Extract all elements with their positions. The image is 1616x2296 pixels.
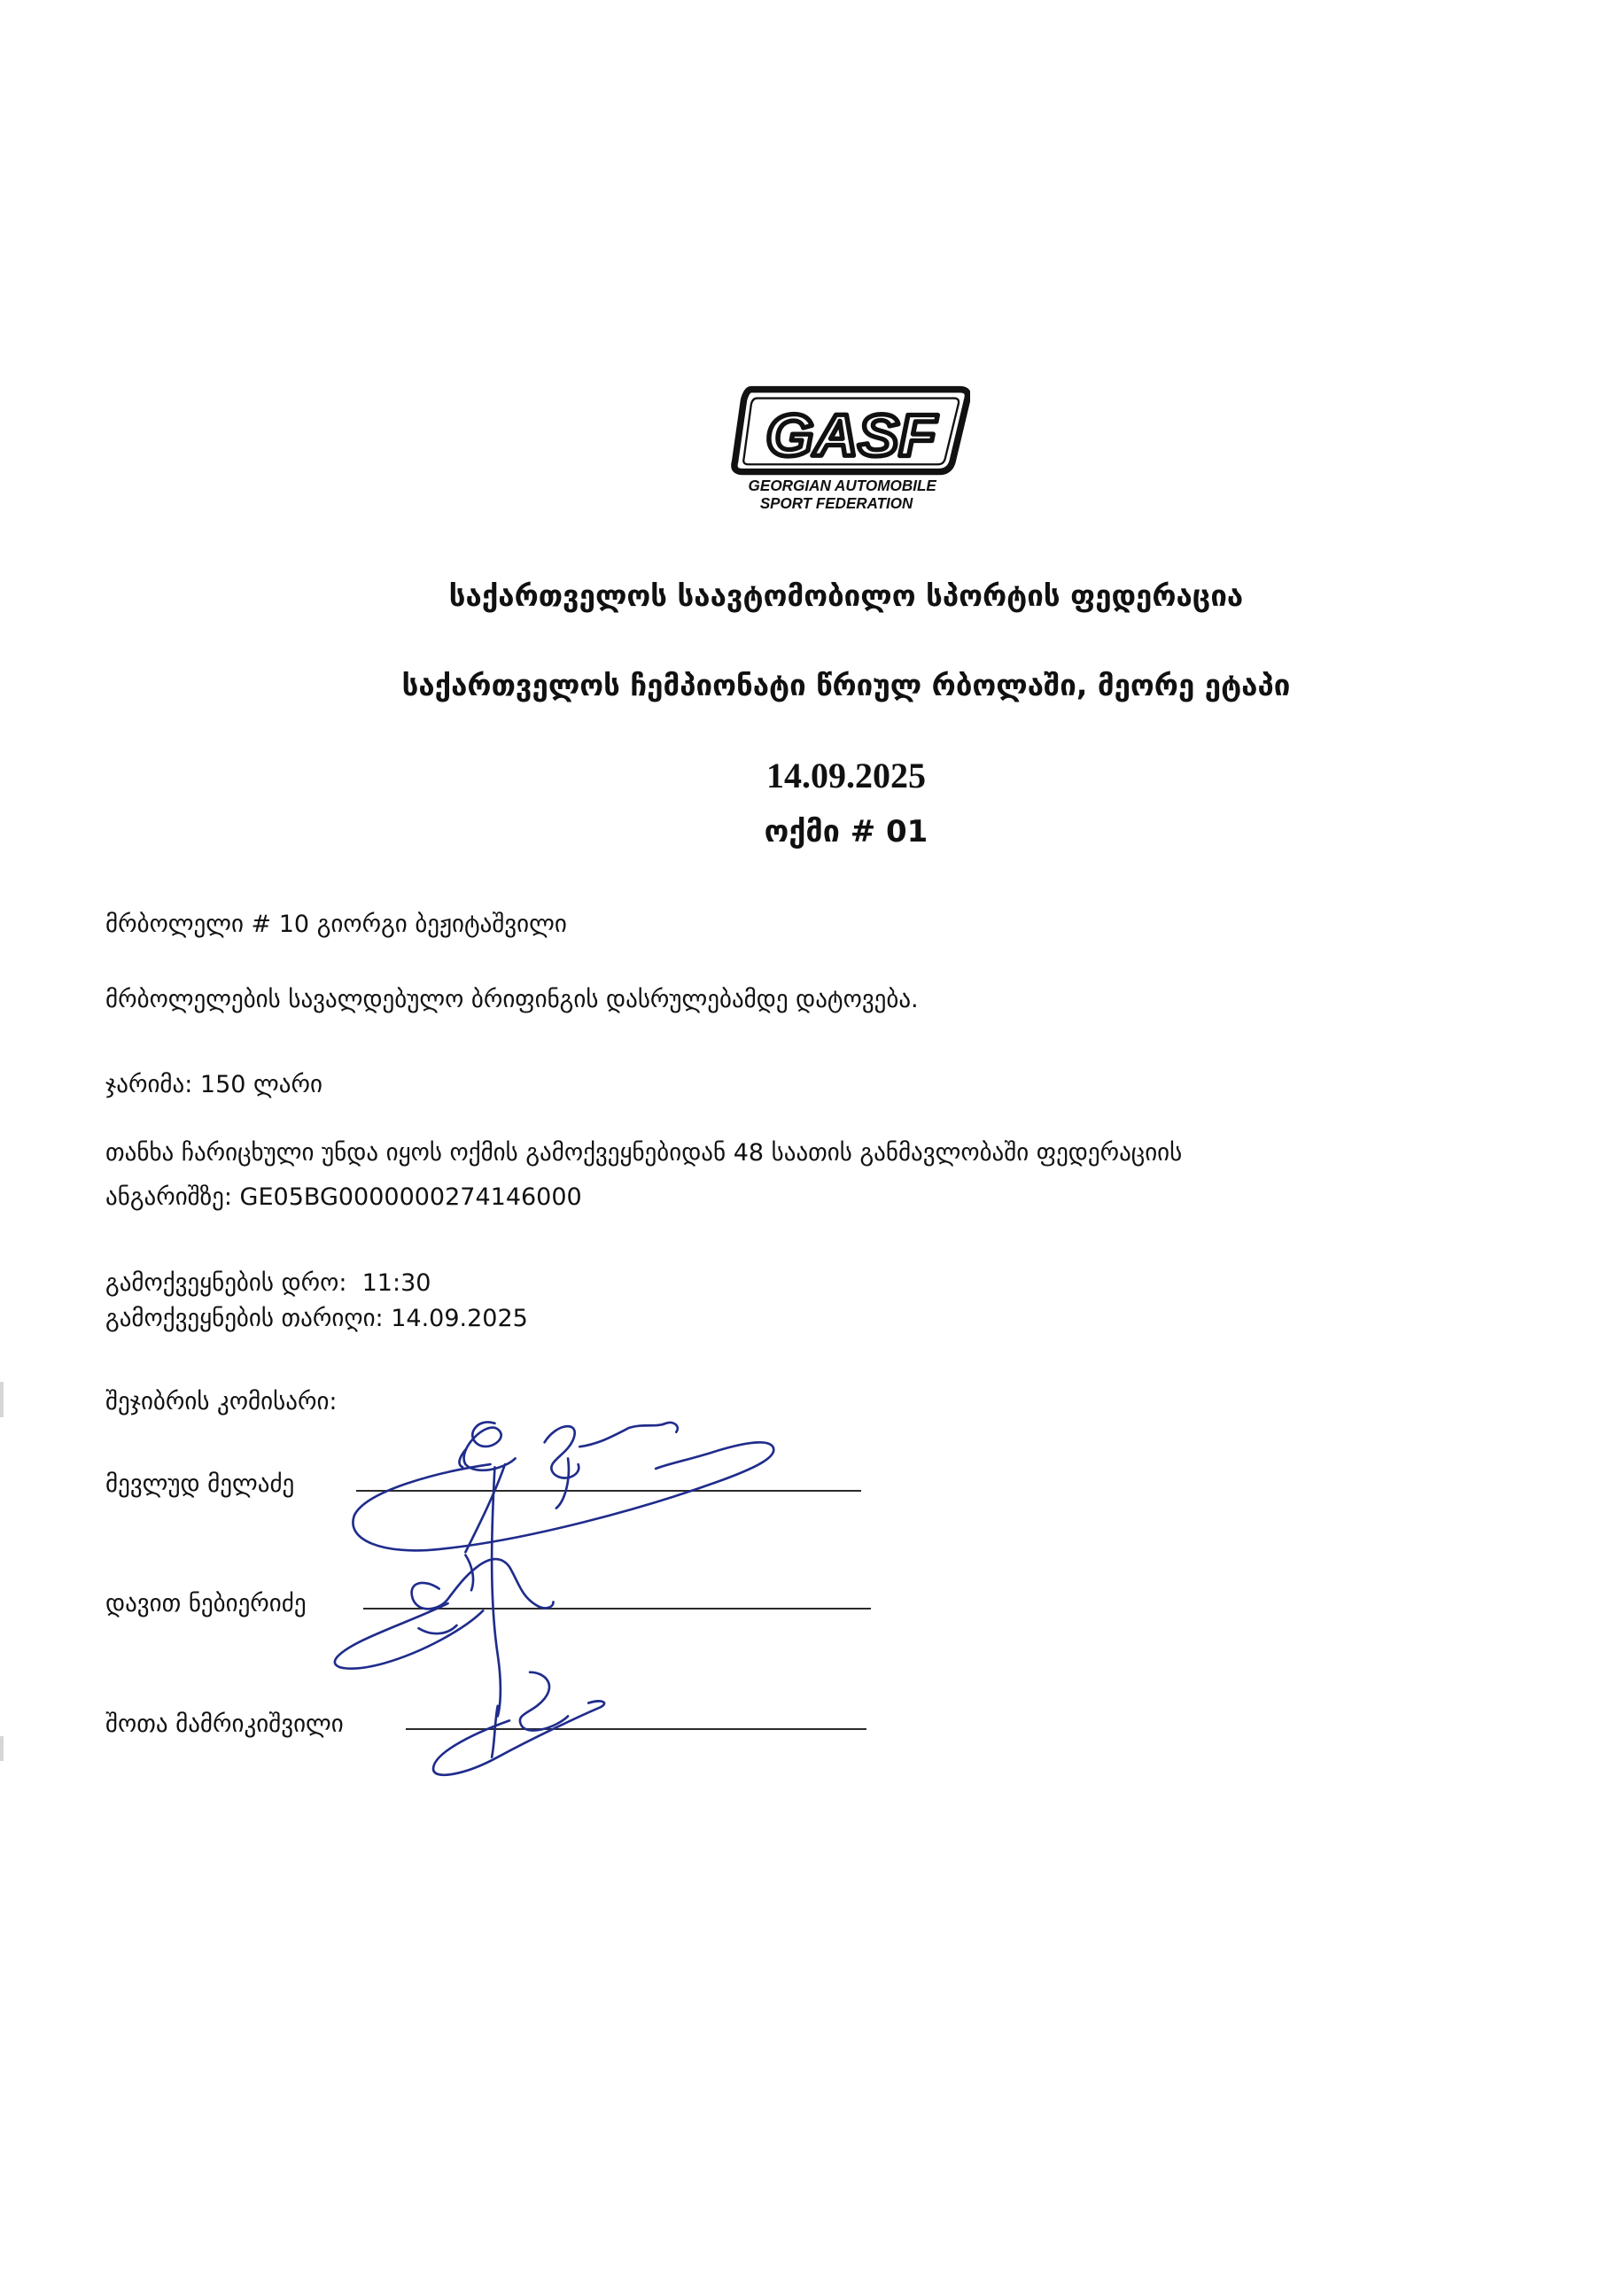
signature-nebieridze [335,1467,554,1716]
driver-line: მრბოლელი # 10 გიორგი ბეჟიტაშვილი [105,911,567,938]
document-date: 14.09.2025 [766,756,926,795]
publish-date-line: გამოქვეყნების თარიღი: 14.09.2025 [105,1305,528,1332]
logo-line-2: SPORT FEDERATION [759,494,913,513]
penalty-line: ჯარიმა: 150 ლარი [105,1071,322,1098]
steward-name: მევლუდ მელაძე [105,1470,295,1498]
payment-instruction-line: თანხა ჩარიცხული უნდა იყოს ოქმის გამოქვეყნებიდან 48 საათის განმავლობაში ფედერაციის [105,1139,1183,1167]
signature-line [356,1490,861,1492]
steward-name: დავით ნებიერიძე [105,1590,307,1617]
violation-line: მრბოლელების სავალდებულო ბრიფინგის დასრულებამდე დატოვება. [105,986,919,1013]
signature-line [363,1608,871,1610]
signature-meladze [353,1422,773,1552]
gasf-logo [729,384,970,513]
scan-mark [0,1382,4,1417]
signature-line [406,1728,866,1730]
protocol-number: ოქმი # 01 [764,814,928,849]
publish-time-line: გამოქვეყნების დრო: 11:30 [105,1269,431,1297]
stewards-heading: შეჯიბრის კომისარი: [105,1388,338,1416]
steward-name: შოთა მამრიკიშვილი [105,1710,344,1738]
organization-title: საქართველოს საავტომობილო სპორტის ფედერაცია [448,578,1244,613]
event-title: საქართველოს ჩემპიონატი წრიულ რბოლაში, მეორე ეტაპი [401,668,1291,702]
scan-mark [0,1736,4,1761]
bank-account-line: ანგარიშზე: GE05BG0000000274146000 [105,1183,582,1211]
signature-mamrikishvili [433,1672,604,1775]
logo-mark: GASF [765,403,938,469]
logo-line-1: GEORGIAN AUTOMOBILE [748,477,938,495]
